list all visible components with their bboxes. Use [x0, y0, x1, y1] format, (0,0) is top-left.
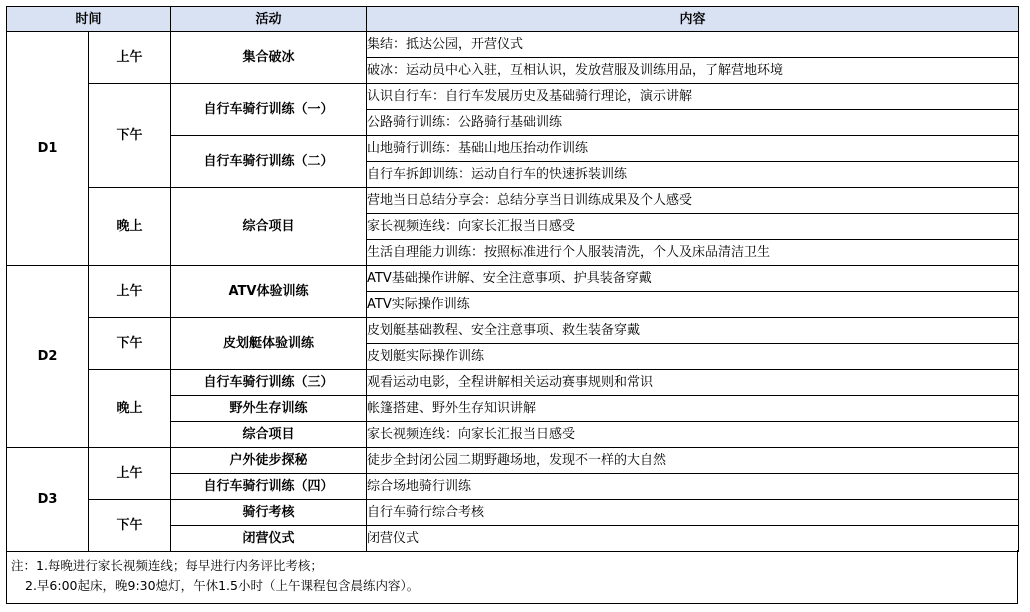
content-item: 集结：抵达公园，开营仪式 — [367, 32, 1019, 58]
header-activity: 活动 — [171, 7, 367, 32]
header-content: 内容 — [367, 7, 1019, 32]
content-item: 自行车骑行综合考核 — [367, 500, 1019, 526]
content-item: 自行车拆卸训练：运动自行车的快速拆装训练 — [367, 162, 1019, 188]
content-item: 公路骑行训练：公路骑行基础训练 — [367, 110, 1019, 136]
content-item: 认识自行车：自行车发展历史及基础骑行理论，演示讲解 — [367, 84, 1019, 110]
schedule-table — [6, 6, 1019, 552]
content-item: 营地当日总结分享会：总结分享当日训练成果及个人感受 — [367, 188, 1019, 214]
activity-name: 综合项目 — [171, 422, 367, 448]
period-label: 上午 — [89, 32, 171, 84]
content-item: 帐篷搭建、野外生存知识讲解 — [367, 396, 1019, 422]
table-row — [7, 318, 1019, 344]
content-item: 闭营仪式 — [367, 526, 1019, 552]
table-row — [7, 448, 1019, 474]
day-label: D2 — [7, 266, 89, 448]
activity-name: 自行车骑行训练（四） — [171, 474, 367, 500]
content-item: 皮划艇实际操作训练 — [367, 344, 1019, 370]
table-row — [7, 370, 1019, 396]
table-row — [7, 500, 1019, 526]
period-label: 上午 — [89, 448, 171, 500]
activity-name: 闭营仪式 — [171, 526, 367, 552]
content-item: ATV实际操作训练 — [367, 292, 1019, 318]
table-header-row — [7, 7, 1019, 32]
schedule-body — [7, 32, 1019, 552]
content-item: 综合场地骑行训练 — [367, 474, 1019, 500]
activity-name: 骑行考核 — [171, 500, 367, 526]
table-row — [7, 188, 1019, 214]
content-item: 山地骑行训练：基础山地压抬动作训练 — [367, 136, 1019, 162]
header-time: 时间 — [7, 7, 171, 32]
content-item: 破冰：运动员中心入驻，互相认识，发放营服及训练用品，了解营地环境 — [367, 58, 1019, 84]
day-label: D1 — [7, 32, 89, 266]
activity-name: 自行车骑行训练（一） — [171, 84, 367, 136]
activity-name: 自行车骑行训练（二） — [171, 136, 367, 188]
period-label: 下午 — [89, 318, 171, 370]
content-item: 家长视频连线：向家长汇报当日感受 — [367, 214, 1019, 240]
content-item: 观看运动电影，全程讲解相关运动赛事规则和常识 — [367, 370, 1019, 396]
activity-name: 综合项目 — [171, 188, 367, 266]
content-item: 家长视频连线：向家长汇报当日感受 — [367, 422, 1019, 448]
content-item: 徒步全封闭公园二期野趣场地，发现不一样的大自然 — [367, 448, 1019, 474]
period-label: 晚上 — [89, 188, 171, 266]
table-row — [7, 266, 1019, 292]
notes-box — [6, 550, 1018, 604]
note-line-1: 注：1.每晚进行家长视频连线；每早进行内务评比考核； — [11, 558, 323, 573]
day-label: D3 — [7, 448, 89, 552]
note-line-2: 2.早6:00起床，晚9:30熄灯，午休1.5小时（上午课程包含晨练内容）。 — [25, 578, 420, 593]
activity-name: 集合破冰 — [171, 32, 367, 84]
content-item: 皮划艇基础教程、安全注意事项、救生装备穿戴 — [367, 318, 1019, 344]
period-label: 晚上 — [89, 370, 171, 448]
activity-name: 野外生存训练 — [171, 396, 367, 422]
table-row — [7, 84, 1019, 110]
period-label: 下午 — [89, 500, 171, 552]
content-item: ATV基础操作讲解、安全注意事项、护具装备穿戴 — [367, 266, 1019, 292]
period-label: 下午 — [89, 84, 171, 188]
table-row — [7, 32, 1019, 58]
activity-name: 户外徒步探秘 — [171, 448, 367, 474]
activity-name: ATV体验训练 — [171, 266, 367, 318]
content-item: 生活自理能力训练：按照标准进行个人服装清洗，个人及床品清洁卫生 — [367, 240, 1019, 266]
activity-name: 皮划艇体验训练 — [171, 318, 367, 370]
activity-name: 自行车骑行训练（三） — [171, 370, 367, 396]
period-label: 上午 — [89, 266, 171, 318]
